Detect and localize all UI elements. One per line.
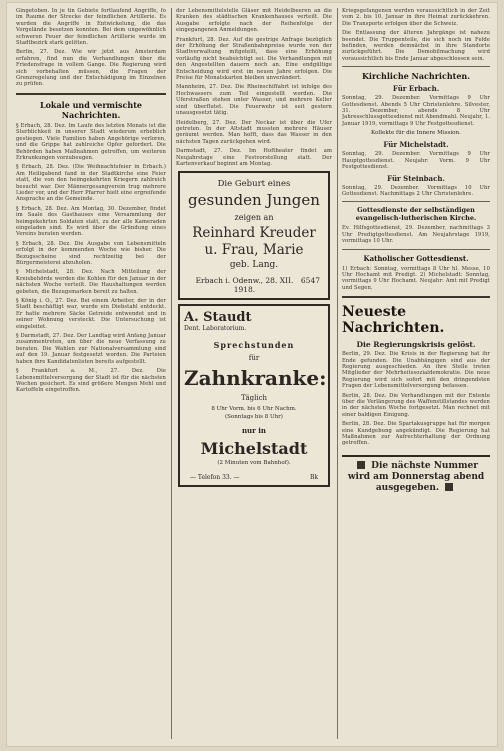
- column-rule-1: [171, 8, 172, 739]
- church-note: Kollekte für die Innere Mission.: [371, 130, 461, 137]
- ad-code: Bk: [309, 474, 318, 482]
- birth-announcement-ad: [178, 171, 330, 300]
- news-paragraph: Berlin, 28. Dez. Die Spartakusgruppe hat für morgen eine Kundgebung angekündigt. Die Regierung hat Maßnahmen zur Aufrechterhaltung der Ordnung getroffen.: [342, 421, 490, 447]
- article-paragraph: § König i. O., 27. Dez. Bei einem Arbeiter, der in der Stadt beschäftigt war, wurde ein Diebstahl entdeckt. Er hatte mehrere Säcke Getreide entwendet und in seiner Wohnung versteckt. Die Untersuchung ist eingeleitet.: [16, 298, 166, 330]
- column-left: [16, 8, 166, 741]
- divider: [342, 296, 490, 298]
- ad-zahnkranke: Zahnkranke:: [184, 366, 327, 391]
- ad-name: u. Frau, Marie: [204, 242, 304, 259]
- news-subheading: Die Regierungskrisis gelöst.: [356, 340, 476, 350]
- section-heading-latest-news: Neueste Nachrichten.: [342, 304, 445, 337]
- ad-headline: gesunden Jungen: [188, 191, 320, 210]
- ornament-icon: [445, 483, 453, 491]
- next-issue-notice: [342, 455, 490, 494]
- divider: [16, 93, 166, 95]
- article-paragraph: § Frankfurt a. M., 27. Dez. Die Lebensmittelversorgung der Stadt ist für die nächsten Wochen gesichert. Es sind größere Mengen Mehl und Kartoffeln eingetroffen.: [16, 368, 166, 394]
- article-paragraph: Gingetoben. In je tin Gebiete fortlaufend Angriffe, fo im Raume der Strecke der feindlichen Artillerie. Es wurden die Angriffe in Entwickelung, die das Vorgelände besetzen konnten. Bei dem ungewöhnlich schweren Feuer der feindlichen Artillerie wurde im Stadtbezirk stark gelitten.: [16, 8, 166, 47]
- ad-fuer: für: [248, 354, 260, 363]
- column-rule-2: [337, 8, 338, 739]
- church-paragraph: Sonntag, 29. Dezember. Vormittags 9 Uhr Hauptgottesdienst. Neujahr: Vorm. 9 Uhr Festgottesdienst.: [342, 151, 490, 171]
- article-paragraph: Heidelberg, 27. Dez. Der Neckar ist über die Ufer getreten. In der Altstadt mussten mehrere Häuser geräumt werden. Man hofft, dass das Wasser in den nächsten Tagen zurückgehen wird.: [176, 119, 332, 145]
- article-paragraph: der Lebensmittelstelle Gläser mit Heidelbeeren an die Kranken des städtischen Krankenhauses verteilt. Die Ausgabe erfolgte nach der Reihenfolge der eingegangenen Anmeldungen.: [176, 8, 332, 34]
- divider: [342, 201, 490, 202]
- article-paragraph: Darmstadt, 27. Dez. Im Hoftheater findet am Neujahrstage eine Festvorstellung statt. Der Kartenverkauf beginnt am Montag.: [176, 148, 332, 167]
- church-subheading: Für Erbach.: [392, 84, 440, 94]
- ad-place-date: Erbach i. Odenw., 28. XII. 1918.: [195, 276, 294, 295]
- ad-michelstadt: Michelstadt: [200, 439, 308, 459]
- ad-name: Reinhard Kreuder: [192, 225, 316, 242]
- church-subheading: Für Michelstadt.: [383, 140, 449, 150]
- divider: [342, 66, 490, 67]
- ad-dentist-name: A. Staudt: [184, 310, 252, 326]
- church-paragraph: Sonntag, 29. Dezember. Vormittags 9 Uhr Gottesdienst. Abends 5 Uhr Christenlehre. Silvester, 31. Dezember, abends 8 Uhr Jahresschlussgottesdienst mit Abendmahl. Neujahr, 1. Januar 1919, vormittags 9 Uhr Festgottesdienst.: [342, 95, 490, 127]
- article-paragraph: Frankfurt, 28. Dez. Auf die gestrige Anfrage bezüglich der Erhöhung der Straßenbahnpreise wurde von der Stadtverwaltung mitgeteilt, dass eine Erhöhung vorläufig nicht beabsichtigt sei. Die Verhandlungen mit den Angestellten dauern noch an. Eine endgültige Entscheidung wird erst im neuen Jahre erfolgen. Die Preise für Monatskarten bleiben unverändert.: [176, 36, 332, 82]
- ad-nur-in: nur in: [241, 426, 267, 436]
- newspaper-page: [6, 2, 498, 747]
- section-heading-catholic: Katholischer Gottesdienst.: [363, 253, 469, 263]
- article-paragraph: Kriegsgefangenen werden voraussichtlich in der Zeit vom 2. bis 10. Januar in ihre Heimat zurückkehren. Die Transporte erfolgen über die Schweiz.: [342, 8, 490, 27]
- church-subheading: Für Steinbach.: [387, 173, 445, 183]
- next-issue-text: Die nächste Nummer wird am Donnerstag abend ausgegeben.: [347, 460, 485, 493]
- ad-dentist-title: Dent. Laboratorium.: [184, 325, 247, 333]
- section-heading-church: Kirchliche Nachrichten.: [361, 71, 471, 82]
- article-paragraph: § Erbach, 28. Dez. (Die Weihnachtsfeier in Erbach.) Am Heiligabend fand in der Stadtkirche eine Feier statt, die von den heimgekehrten Kriegern zahlreich besucht war. Der Männergesangverein trug mehrere Lieder vor, und der Herr Pfarrer hielt eine ergreifende Ansprache an die Gemeinde.: [16, 164, 166, 203]
- column-right: [342, 8, 490, 741]
- article-paragraph: § Erbach, 28. Dez. Die Ausgabe von Lebensmitteln erfolgt in der kommenden Woche wie bisher. Die Bezugsscheine sind rechtzeitig bei der Bürgermeisterei abzuholen.: [16, 240, 166, 266]
- ad-line: zeigen an: [234, 213, 274, 223]
- section-heading-lutheran: Gottesdienste der selbständigen evangelisch-lutherischen Kirche.: [355, 206, 477, 223]
- ad-taeglich: Täglich: [240, 394, 268, 403]
- ad-sprechstunden: Sprechstunden: [213, 340, 295, 351]
- ad-sunday-hours: (Sonntags bis 8 Uhr): [225, 414, 283, 421]
- section-heading-local: Lokale und vermischte Nachrichten.: [39, 99, 143, 120]
- dentist-ad: [178, 304, 330, 487]
- article-paragraph: § Darmstadt, 27. Dez. Der Landtag wird Anfang Januar zusammentreten, um über die neue Verfassung zu beraten. Die Wahlen zur Nationalversammlung sind auf den 19. Januar festgesetzt worden. Die Parteien haben ihre Kandidatenlisten bereits aufgestellt.: [16, 333, 166, 365]
- ad-line: Die Geburt eines: [217, 179, 291, 190]
- column-middle: [176, 8, 332, 741]
- article-paragraph: Die Entlassung der älteren Jahrgänge ist nahezu beendet. Die Truppenteile, die sich noch im Felde befinden, werden demnächst in ihre Standorte zurückgeführt. Die Demobilmachung wird voraussichtlich bis Ende Januar abgeschlossen sein.: [342, 30, 490, 62]
- article-paragraph: Mannheim, 27. Dez. Die Rheinschiffahrt ist infolge des Hochwassers zum Teil eingestellt worden. Die Uferstraßen stehen unter Wasser, und mehrere Keller sind überflutet. Die Feuerwehr ist seit gestern unausgesetzt tätig.: [176, 84, 332, 117]
- article-paragraph: § Erbach, 28. Dez. Am Montag, 30. Dezember, findet im Saale des Gasthauses eine Versammlung der heimgekehrten Soldaten statt, zu der alle Kameraden eingeladen sind. Es wird über die Gründung eines Vereins beraten werden.: [16, 205, 166, 238]
- ad-code: 6547: [300, 276, 320, 286]
- church-paragraph: Ev. Hilfsgottesdienst, 29. Dezember, nachmittags 3 Uhr Predigtgottesdienst. Am Neujahrstage 1919, vormittags 10 Uhr.: [342, 225, 490, 245]
- divider: [342, 249, 490, 250]
- church-paragraph: Sonntag, 29. Dezember. Vormittags 10 Uhr Gottesdienst. Nachmittags 2 Uhr Christenlehre.: [342, 184, 490, 197]
- ornament-icon: [357, 461, 365, 469]
- article-paragraph: § Erbach, 28. Dez. Im Laufe des letzten Monats ist die Sterblichkeit in unserer Stadt wiederum erheblich gestiegen. Viele Familien haben Angehörige verloren, und die Grippe hat zahlreiche Opfer gefordert. Die Behörden haben Maßnahmen getroffen, um weiteren Erkrankungen vorzubeugen.: [16, 122, 166, 161]
- ad-minutes: (2 Minuten vom Bahnhof).: [217, 460, 291, 467]
- news-paragraph: Berlin, 28. Dez. Die Verhandlungen mit der Entente über die Verlängerung des Waffenstillstandes werden in der nächsten Woche fortgesetzt. Man rechnet mit einer baldigen Einigung.: [342, 392, 490, 418]
- article-paragraph: Berlin, 27. Dez. Wie wir jetzt aus Amsterdam erfahren, find nun die Verhandlungen über die Friedensfrage in vollem Gange. Die Regierung wird sich vorbehalten müssen, die Fragen der Grenzregelung und der Entschädigung im Einzelnen zu prüfen.: [16, 49, 166, 88]
- article-paragraph: § Michelstadt, 28. Dez. Nach Mitteilung der Kreisbehörde werden die Kohlen für den Januar in der nächsten Woche verteilt. Die Haushaltungen werden gebeten, die Bezugsmarken bereit zu halten.: [16, 269, 166, 295]
- ad-hours: 8 Uhr Vorm. bis 6 Uhr Nachm.: [211, 406, 297, 413]
- ad-telefon: — Telefon 33. —: [190, 474, 240, 482]
- news-paragraph: Berlin, 29. Dez. Die Krisis in der Regierung hat ihr Ende gefunden. Die Unabhängigen sind aus der Regierung ausgeschieden. An ihre Stelle treten Mitglieder der Mehrheitssozialdemokratie. Die neue Regierung wird sich sofort mit den dringendsten Fragen der Lebensmittelversorgung befassen.: [342, 351, 490, 390]
- ad-line: geb. Lang.: [229, 260, 279, 271]
- church-paragraph: 1) Erbach: Sonntag, vormittags 8 Uhr hl. Messe, 10 Uhr Hochamt mit Predigt. 2) Michelstadt: Sonntag, vormittags 9 Uhr Hochamt. Neujahr: Amt mit Predigt und Segen.: [342, 265, 490, 291]
